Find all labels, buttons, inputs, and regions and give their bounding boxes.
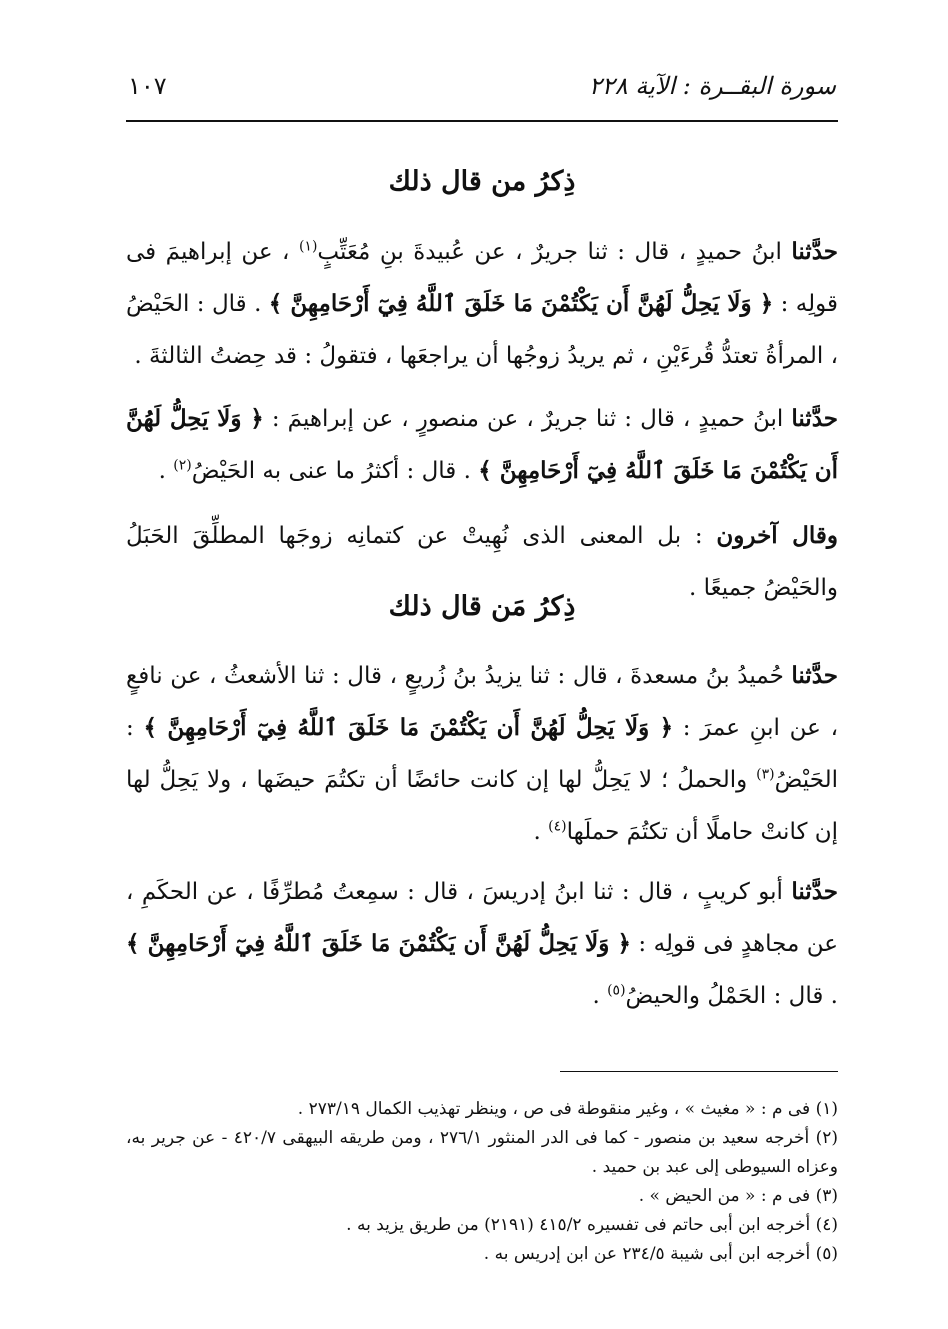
paragraph-text: والحملُ ؛ لا يَحِلُّ لها إن كانت حائضًا أن تكتُمَ حيضَها ، ولا يَحِلُّ لها إن كانتْ حاملًا أن تكتُمَ حملَها: [126, 767, 838, 845]
footnotes: [126, 1095, 838, 1269]
paragraph-lead: حدَّثنا: [791, 238, 838, 265]
paragraph-text: حُميدُ بنُ مسعدةَ ، قال : ثنا يزيدُ بنُ زُريعٍ ، قال : ثنا الأشعثُ ، عن نافعٍ ، عن ابنِ عمرَ :: [126, 663, 838, 741]
paragraph-text: .: [158, 458, 174, 484]
footnote-marker: (٢): [173, 457, 192, 474]
paragraph-text: : الحَيْضُ: [126, 715, 838, 793]
paragraph-text: . قال : الحَيْضُ ، المرأةُ تعتدُّ قُرءَيْنِ ، ثم يريدُ زوجُها أن يراجعَها ، فتقولُ : قد حِضتُ الثالثةَ .: [126, 291, 838, 369]
quran-quote: ﴿ وَلَا يَحِلُّ لَهُنَّ أَن يَكْتُمْنَ مَا خَلَقَ ٱللَّهُ فِيٓ أَرْحَامِهِنَّ ﴾: [268, 290, 774, 317]
paragraph-lead: حدَّثنا: [791, 405, 838, 432]
page-number: ١٠٧: [128, 72, 167, 100]
running-title: سورة البقــرة : الآية ٢٢٨: [588, 72, 836, 100]
quran-quote: ﴿ وَلَا يَحِلُّ لَهُنَّ أَن يَكْتُمْنَ مَا خَلَقَ ٱللَّهُ فِيٓ أَرْحَامِهِنَّ ﴾: [126, 405, 838, 484]
paragraph-lead: وقال آخرون: [716, 522, 838, 549]
footnote-2: (٢) أخرجه سعيد بن منصور - كما فى الدر المنثور ٢٧٦/١ ، ومن طريقه البيهقى ٤٢٠/٧ - عن جرير به، وعزاه السيوطى إلى عبد بن حميد .: [126, 1128, 838, 1177]
paragraph-text: ابنُ حميدٍ ، قال : ثنا جريرٌ ، عن منصورٍ ، عن إبراهيمَ :: [263, 406, 792, 432]
footnote-marker: (١): [298, 238, 318, 255]
header-rule: [126, 120, 838, 122]
quran-quote: ﴿ وَلَا يَحِلُّ لَهُنَّ أَن يَكْتُمْنَ مَا خَلَقَ ٱللَّهُ فِيٓ أَرْحَامِهِنَّ ﴾: [126, 930, 631, 957]
paragraph-text: . قال : الحَمْلُ والحيضُ: [625, 983, 838, 1009]
footnote-marker: (٤): [548, 818, 567, 835]
paragraph-text: .: [592, 983, 608, 1009]
paragraph-text: .: [533, 819, 549, 845]
paragraph-1: [126, 226, 838, 382]
paragraph-text: أبو كريبٍ ، قال : ثنا ابنُ إدريسَ ، قال : سمِعتُ مُطرِّفًا ، عن الحكَمِ ، عن مجاهدٍ فى قولِه :: [126, 879, 838, 957]
paragraph-text: : بل المعنى الذى نُهِيتْ عن كتمانِه زوجَها المطلِّقَ الحَبَلُ والحَيْضُ جميعًا .: [126, 523, 838, 601]
footnote-3: (٣) فى م : « من الحيض » .: [638, 1186, 838, 1206]
paragraph-text: ، عن إبراهيمَ فى قولِه :: [126, 239, 838, 317]
paragraph-lead: حدَّثنا: [791, 662, 838, 689]
paragraph-4: [126, 650, 838, 858]
footnote-5: (٥) أخرجه ابن أبى شيبة ٢٣٤/٥ عن ابن إدريس به .: [483, 1244, 838, 1264]
running-header: [128, 72, 836, 112]
paragraph-2: [126, 393, 838, 497]
section-heading-2: ذِكرُ مَن قال ذلك: [388, 591, 576, 622]
section-heading-1: ذِكرُ من قال ذلك: [388, 166, 576, 197]
paragraph-5: [126, 866, 838, 1022]
footnote-marker: (٥): [607, 982, 626, 999]
footnote-4: (٤) أخرجه ابن أبى حاتم فى تفسيره ٤١٥/٢ (٢١٩١) من طريق يزيد به .: [346, 1215, 838, 1235]
footnote-1: (١) فى م : « مغيث » ، وغير منقوطة فى ص ، وينظر تهذيب الكمال ٢٧٣/١٩ .: [297, 1099, 838, 1119]
paragraph-text: . قال : أكثرُ ما عنى به الحَيْضُ: [191, 458, 479, 484]
quran-quote: ﴿ وَلَا يَحِلُّ لَهُنَّ أَن يَكْتُمْنَ مَا خَلَقَ ٱللَّهُ فِيٓ أَرْحَامِهِنَّ ﴾: [143, 714, 674, 741]
footnote-rule: [560, 1071, 838, 1072]
paragraph-lead: حدَّثنا: [791, 878, 838, 905]
paragraph-text: ابنُ حميدٍ ، قال : ثنا جريرٌ ، عن عُبيدةَ بنِ مُعَتِّبٍ: [317, 239, 792, 265]
footnote-marker: (٣): [756, 766, 775, 783]
